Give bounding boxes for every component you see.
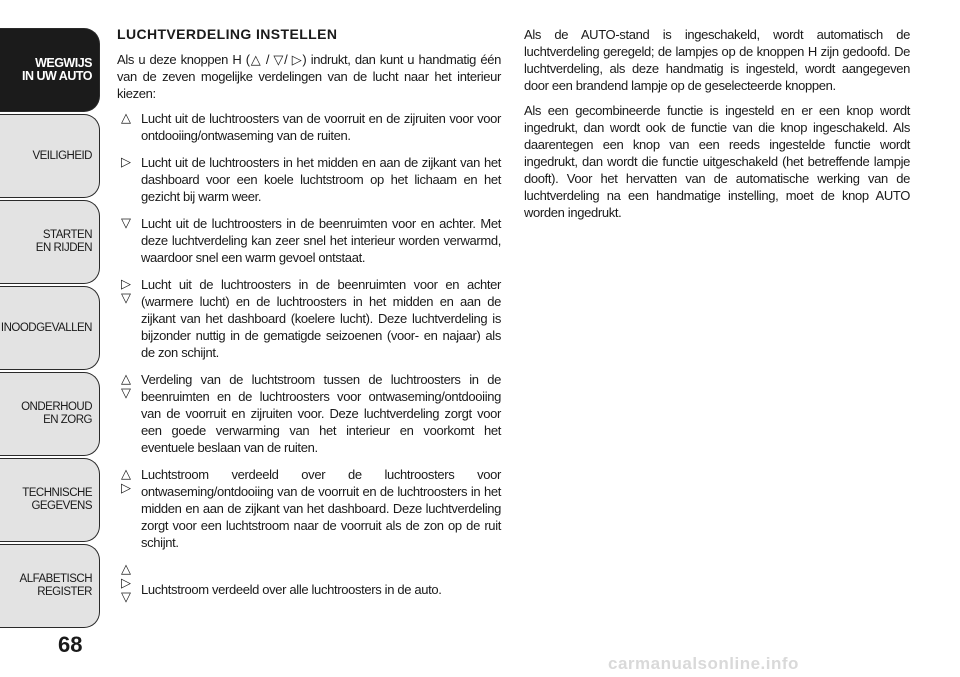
intro-prefix: Als u deze knoppen H (: [117, 52, 250, 67]
windscreen-vent-icon: △: [121, 110, 131, 125]
dashboard-vent-icon: ▷: [121, 154, 131, 169]
distribution-text: Lucht uit de luchtroosters in de beenruimten voor en achter. Met deze luchtverdeling kan zeer snel het interieur worden verwarmd, waardoor snel een warm gevoel ontstaat.: [141, 216, 501, 265]
tab-veiligheid[interactable]: VEILIGHEID: [0, 114, 100, 198]
left-column: [117, 26, 501, 608]
intro-separator: /: [265, 52, 270, 67]
tab-onderhoud[interactable]: ONDERHOUD EN ZORG: [0, 372, 100, 456]
intro-suffix: ) indrukt, dan kunt u handmatig één van de zeven mogelijke verdelingen van de lucht naar het interieur kiezen:: [117, 52, 502, 101]
distribution-item: [117, 561, 501, 604]
dashboard-vent-icon: ▷: [291, 52, 303, 67]
distribution-item: [117, 276, 501, 361]
right-column: [524, 26, 910, 229]
tab-wegwijs[interactable]: WEGWIJS IN UW AUTO: [0, 28, 100, 112]
distribution-text: Lucht uit de luchtroosters van de voorruit en de zijruiten voor voor ontdooiing/ontwaseming van de ruiten.: [141, 111, 501, 143]
footwell-vent-icon: ▽: [121, 589, 131, 604]
distribution-text: Lucht uit de luchtroosters in het midden en aan de zijkant van het dashboard voor een koele luchtstroom op het lichaam en het gezicht bij warm weer.: [141, 155, 501, 204]
tab-starten-en-rijden[interactable]: STARTEN EN RIJDEN: [0, 200, 100, 284]
distribution-text: Verdeling van de luchtstroom tussen de luchtroosters in de beenruimten en de luchtroosters voor ontwaseming/ontdooiing van de voorruit en zijruiten voor. Deze luchtverdeling zorgt voor een goede verwarming van het interieur en voorkomt het eventuele beslaan van de ruiten.: [141, 372, 501, 455]
dashboard-vent-icon: ▷: [121, 480, 131, 495]
combined-function-paragraph: Als een gecombineerde functie is ingesteld en er een knop wordt ingedrukt, dan wordt ook de functie van die knop ingeschakeld. Als daarentegen een knop van een reeds ingestelde functie wordt ingedrukt, dan wordt die functie uitgeschakeld (het betreffende lampje dooft). Voor het hervatten van de automatische werking van de luchtverdeling na een handmatige instelling, moet de knop AUTO worden ingedrukt.: [524, 103, 910, 220]
dashboard-vent-icon: ▷: [121, 276, 131, 291]
footwell-vent-icon: ▽: [121, 290, 131, 305]
section-heading: LUCHTVERDELING INSTELLEN: [117, 26, 338, 42]
windscreen-vent-icon: △: [121, 371, 131, 386]
watermark: carmanualsonline.info: [608, 654, 799, 673]
tab-alfabetisch-register[interactable]: ALFABETISCH REGISTER: [0, 544, 100, 628]
windscreen-vent-icon: △: [121, 561, 131, 576]
tab-technische-gegevens[interactable]: TECHNISCHE GEGEVENS: [0, 458, 100, 542]
footwell-vent-icon: ▽: [121, 385, 131, 400]
footwell-vent-icon: ▽: [121, 215, 131, 230]
intro-paragraph: [117, 51, 501, 102]
windscreen-vent-icon: △: [249, 52, 262, 67]
tab-inoodgevallen[interactable]: INOODGEVALLEN: [0, 286, 100, 370]
distribution-item: [117, 110, 501, 144]
distribution-item: [117, 466, 501, 551]
distribution-item: [117, 371, 501, 456]
footwell-vent-icon: ▽: [273, 52, 285, 67]
distribution-text: Lucht uit de luchtroosters in de beenruimten voor en achter (warmere lucht) en de luchtroosters in het midden en aan de zijkant van het dashboard (koelere lucht). Deze luchtverdeling is bijzonder nuttig in de gematigde seizoenen (voor- en najaar) als de zon schijnt.: [141, 277, 501, 360]
page-number: 68: [58, 632, 83, 657]
distribution-item: [117, 215, 501, 266]
dashboard-vent-icon: ▷: [121, 575, 131, 590]
distribution-item: [117, 154, 501, 205]
intro-separator: /: [284, 52, 288, 67]
windscreen-vent-icon: △: [121, 466, 131, 481]
auto-mode-paragraph: Als de AUTO-stand is ingeschakeld, wordt automatisch de luchtverdeling geregeld; de lampjes op de knoppen H zijn gedoofd. De luchtverdeling, als deze handmatig is ingesteld, wordt aangegeven door een brandend lampje op de geselecteerde knoppen.: [524, 27, 910, 93]
distribution-text: Luchtstroom verdeeld over alle luchtroosters in de auto.: [141, 582, 442, 597]
distribution-text: Luchtstroom verdeeld over de luchtroosters voor ontwaseming/ontdooiing van de voorruit en de luchtroosters in het midden en aan de zijkant van het dashboard. Deze luchtverdeling zorgt voor een luchtstroom naar de voorruit als de zon op de ruit schijnt.: [141, 467, 501, 550]
